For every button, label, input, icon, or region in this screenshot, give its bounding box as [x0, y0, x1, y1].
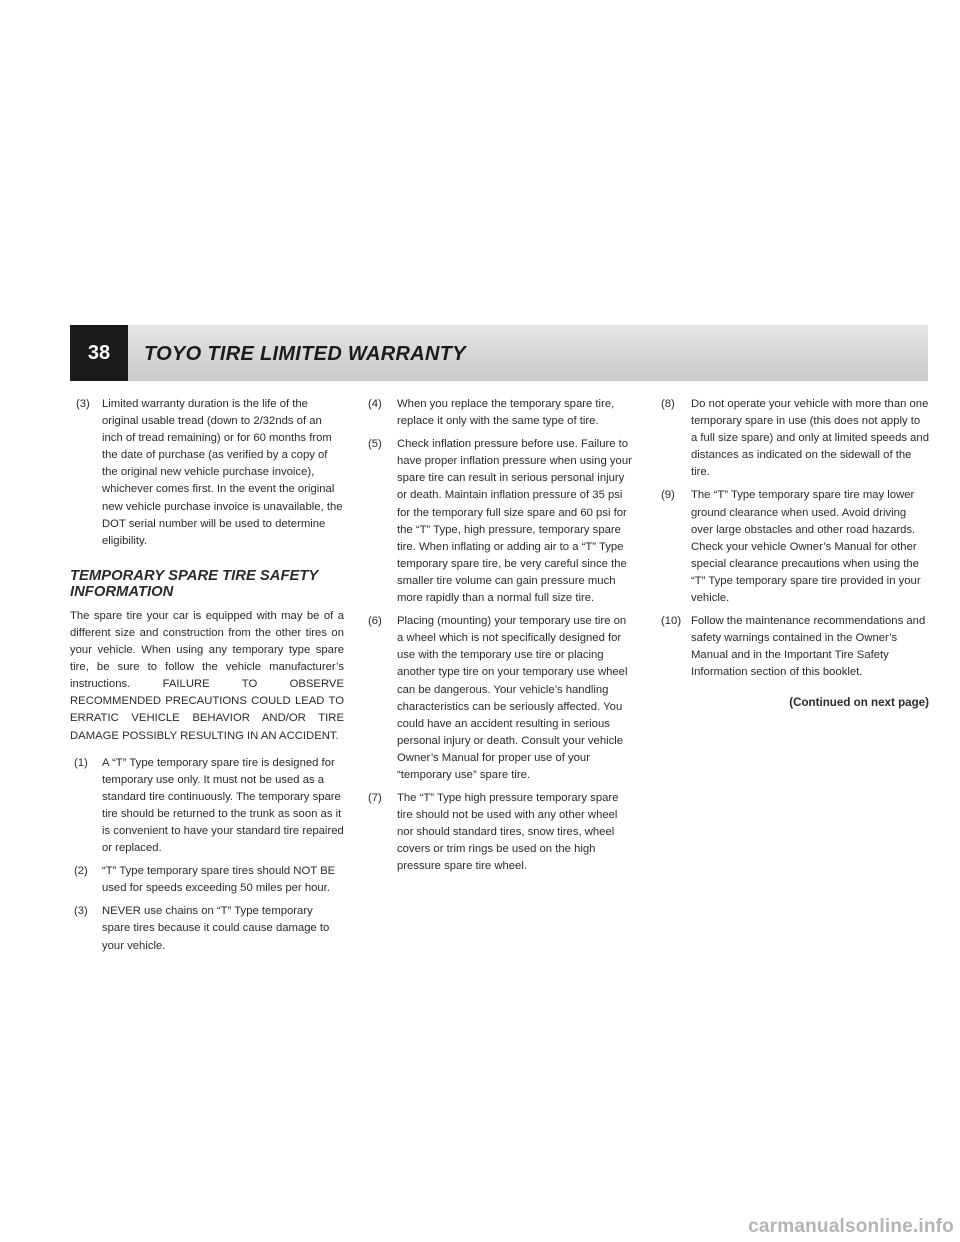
item-text: Check inflation pressure before use. Failure to have proper inflation pressure when using your spare tire can result in serious personal injury or death. Maintain inflation pressure of 35 psi for the temporary full size spare and 60 psi for the “T” Type, high pressure, temporary spare tire. When inflating or adding air to a “T” Type temporary spare tire, be very careful since the smaller tire volume can gain pressure much more rapidly than a normal full size tire.: [397, 438, 632, 605]
list-item: [70, 755, 344, 858]
list-item: [661, 487, 929, 607]
column-1: [70, 396, 344, 961]
list-item: [70, 903, 344, 954]
list-item: [70, 396, 344, 550]
item-text: Follow the maintenance recommendations and safety warnings contained in the Owner’s Manual and in the Important Tire Safety Information section of this booklet.: [691, 615, 926, 679]
section-heading: TEMPORARY SPARE TIRE SAFETY INFORMATION: [70, 567, 319, 600]
list-item: [368, 396, 632, 430]
item-number: (5): [368, 438, 382, 451]
intro-paragraph: The spare tire your car is equipped with may be of a different size and construction from the other tires on your vehicle. When using any temporary type spare tire, be sure to follow the vehicle manufacturer’s instructions. FAILURE TO OBSERVE RECOMMENDED PRECAUTIONS COULD LEAD TO ERRATIC VEHICLE BEHAVIOR AND/OR TIRE DAMAGE POSSIBLY RESULTING IN AN ACCIDENT.: [70, 609, 344, 742]
item-text: The “T” Type high pressure temporary spare tire should not be used with any other wheel nor should standard tires, snow tires, wheel covers or trim rings be used on the high pressure spare tire wheel.: [397, 792, 619, 873]
item-text: Placing (mounting) your temporary use tire on a wheel which is not specifically designed for use with the temporary use tire or placing another type tire on your temporary use wheel can be dangerous. Your vehicle’s handling characteristics can be seriously affected. You could have an accident resulting in serious personal injury or death. Consult your vehicle Owner’s Manual for proper use of your “temporary use” spare tire.: [397, 615, 628, 781]
list-item: [661, 613, 929, 681]
page-title: TOYO TIRE LIMITED WARRANTY: [144, 343, 466, 365]
item-text: When you replace the temporary spare tire, replace it only with the same type of tire.: [397, 398, 615, 428]
column-2: [368, 396, 632, 882]
item-text: NEVER use chains on “T” Type temporary spare tires because it could cause damage to your vehicle.: [102, 905, 330, 952]
item-number: (7): [368, 792, 382, 805]
item-number: (8): [661, 398, 675, 410]
item-text: Limited warranty duration is the life of the original usable tread (down to 2/32nds of an inch of tread remaining) or for 60 months from the date of purchase (as verified by a copy of the original new vehicle purchase invoice), whichever comes first. In the event the original new vehicle purchase invoice is unavailable, the DOT serial number will be used to determine eligibility.: [102, 398, 343, 547]
item-number: (4): [368, 398, 382, 410]
list-item: [70, 863, 344, 897]
item-number: (10): [661, 615, 682, 628]
continued-note: (Continued on next page): [789, 695, 929, 709]
section-header-bar: [70, 325, 928, 381]
item-number: (3): [76, 398, 90, 410]
item-text: The “T” Type temporary spare tire may lower ground clearance when used. Avoid driving over large obstacles and other road hazards. Check your vehicle Owner’s Manual for other special clearance precautions when using the “T” Type temporary spare tire provided in your vehicle.: [691, 489, 921, 605]
item-text: Do not operate your vehicle with more than one temporary spare in use (this does not apply to a full size spare) and only at limited speeds and distances as indicated on the sidewall of the tire.: [691, 398, 929, 479]
item-text: A “T” Type temporary spare tire is designed for temporary use only. It must not be used as a standard tire continuously. The temporary spare tire should be returned to the trunk as soon as it is convenient to have your standard tire repaired or replaced.: [102, 756, 344, 855]
spare-tire-list: [70, 755, 344, 955]
column-3: [661, 396, 929, 711]
page-number: 38: [70, 325, 128, 381]
item-number: (1): [74, 756, 88, 769]
item-number: (3): [74, 905, 88, 918]
item-text: “T” Type temporary spare tires should NOT BE used for speeds exceeding 50 miles per hour.: [102, 865, 336, 895]
item-number: (9): [661, 489, 675, 502]
watermark: carmanualsonline.info: [748, 1216, 954, 1237]
list-item: [368, 790, 632, 875]
list-item: [368, 436, 632, 607]
item-number: (6): [368, 615, 382, 628]
list-item: [368, 613, 632, 784]
item-number: (2): [74, 865, 88, 878]
list-item: [661, 396, 929, 481]
